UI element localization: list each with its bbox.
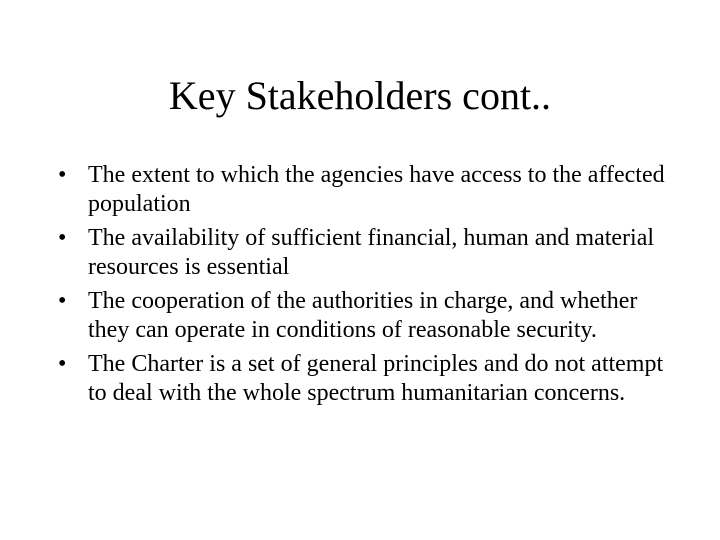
bullet-dot-icon: • [58,288,67,314]
bullet-dot-icon: • [58,351,67,377]
bullet-dot-icon: • [58,162,67,188]
bullet-list [58,161,668,413]
slide-title: Key Stakeholders cont.. [168,73,552,118]
bullet-item [58,350,668,408]
bullet-item [58,161,668,219]
bullet-item [58,224,668,282]
bullet-item [58,287,668,345]
bullet-text: The Charter is a set of general principles and do not attempt to deal with the whole spectrum humanitarian concerns. [88,351,664,406]
bullet-text: The availability of sufficient financial, human and material resources is essential [88,225,655,280]
bullet-dot-icon: • [58,225,67,251]
bullet-text: The extent to which the agencies have access to the affected population [88,162,665,217]
bullet-text: The cooperation of the authorities in charge, and whether they can operate in conditions of reasonable security. [88,288,638,343]
